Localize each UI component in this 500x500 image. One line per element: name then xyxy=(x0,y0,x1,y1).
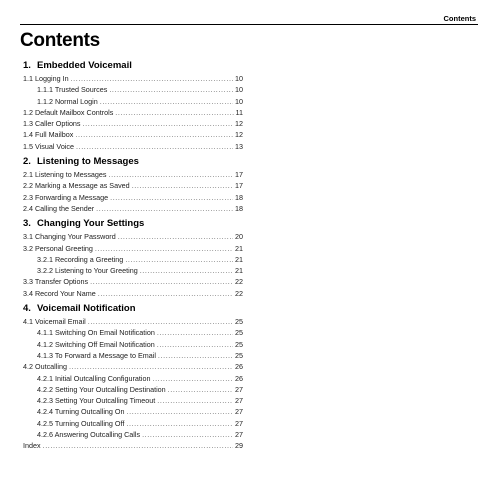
dot-leader xyxy=(152,373,233,384)
section-title: Voicemail Notification xyxy=(37,303,136,315)
toc-page-number: 21 xyxy=(235,254,243,264)
toc-page-number: 10 xyxy=(235,96,243,106)
toc-page-number: 12 xyxy=(235,119,243,129)
toc-page-number: 27 xyxy=(235,396,243,406)
toc-entry[interactable] xyxy=(23,418,243,429)
toc-page-number: 22 xyxy=(235,288,243,298)
toc-page-number: 21 xyxy=(235,266,243,276)
dot-leader xyxy=(115,107,233,118)
toc-page-number: 10 xyxy=(235,74,243,83)
toc-entry-label: 3.2 Personal Greeting xyxy=(23,243,93,253)
toc-entry-label: 1.4 Full Mailbox xyxy=(23,130,74,140)
section-number: 4. xyxy=(23,303,31,315)
toc-entry[interactable] xyxy=(23,265,243,276)
dot-leader xyxy=(109,84,233,95)
toc-page-number: 25 xyxy=(235,317,243,327)
toc-entry-label: 1.3 Caller Options xyxy=(23,119,81,129)
toc-entry-label: 4.1.3 To Forward a Message to Email xyxy=(37,350,156,360)
toc-entry-label: 3.4 Record Your Name xyxy=(23,288,96,298)
toc-page-number: 18 xyxy=(235,192,243,202)
toc-page-number: 25 xyxy=(235,339,243,349)
toc-entry[interactable] xyxy=(23,316,243,327)
toc-entry-label: 2.2 Marking a Message as Saved xyxy=(23,181,130,191)
dot-leader xyxy=(95,243,233,254)
section-heading xyxy=(23,155,243,169)
toc-entry-label: 4.1.1 Switching On Email Notification xyxy=(37,328,155,338)
toc-entry[interactable] xyxy=(23,141,243,152)
dot-leader xyxy=(157,327,233,338)
toc-entry-label: 2.4 Calling the Sender xyxy=(23,203,95,213)
section-heading xyxy=(23,302,243,316)
toc-page-number: 27 xyxy=(235,418,243,428)
toc-entry[interactable] xyxy=(23,118,243,129)
toc-page-number: 17 xyxy=(235,170,243,180)
toc-entry[interactable] xyxy=(23,429,243,440)
toc-page-number: 12 xyxy=(235,130,243,140)
table-of-contents xyxy=(23,59,243,452)
toc-entry[interactable] xyxy=(23,203,243,214)
section-number: 3. xyxy=(23,218,31,230)
toc-entry-label: 4.2.2 Setting Your Outcalling Destination xyxy=(37,384,166,394)
toc-page-number: 25 xyxy=(235,350,243,360)
dot-leader xyxy=(83,118,233,129)
toc-entry[interactable] xyxy=(23,384,243,395)
toc-entry-label: 4.2.3 Setting Your Outcalling Timeout xyxy=(37,396,156,406)
toc-page-number: 22 xyxy=(235,277,243,287)
toc-entry[interactable] xyxy=(23,339,243,350)
dot-leader xyxy=(90,276,233,287)
toc-page-number: 17 xyxy=(235,181,243,191)
dot-leader xyxy=(157,395,233,406)
toc-entry-label: Index xyxy=(23,441,41,451)
toc-entry[interactable] xyxy=(23,129,243,140)
dot-leader xyxy=(100,96,233,107)
dot-leader xyxy=(43,440,233,451)
toc-entry[interactable] xyxy=(23,96,243,107)
toc-entry[interactable] xyxy=(23,395,243,406)
toc-entry-label: 1.2 Default Mailbox Controls xyxy=(23,107,114,117)
dot-leader xyxy=(132,180,233,191)
toc-entry-label: 4.2.5 Turning Outcalling Off xyxy=(37,418,125,428)
toc-page-number: 13 xyxy=(235,141,243,151)
toc-entry-label: 2.3 Forwarding a Message xyxy=(23,192,109,202)
toc-entry-label: 4.1.2 Switching Off Email Notification xyxy=(37,339,155,349)
toc-entry-label: 1.1.1 Trusted Sources xyxy=(37,85,108,95)
dot-leader xyxy=(88,316,233,327)
toc-page-number: 27 xyxy=(235,430,243,440)
toc-entry-label: 3.2.1 Recording a Greeting xyxy=(37,254,124,264)
dot-leader xyxy=(158,350,233,361)
toc-entry-label: 1.1 Logging In xyxy=(23,74,69,83)
toc-page-number: 27 xyxy=(235,407,243,417)
toc-entry[interactable] xyxy=(23,169,243,180)
toc-entry-label: 4.2.1 Initial Outcalling Configuration xyxy=(37,373,151,383)
dot-leader xyxy=(125,254,233,265)
dot-leader xyxy=(118,231,233,242)
page-title: Contents xyxy=(20,30,100,51)
dot-leader xyxy=(126,418,233,429)
section-title: Embedded Voicemail xyxy=(37,60,132,71)
dot-leader xyxy=(110,192,233,203)
toc-page-number: 20 xyxy=(235,232,243,242)
toc-entry[interactable] xyxy=(23,350,243,361)
toc-page-number: 26 xyxy=(235,362,243,372)
toc-entry[interactable] xyxy=(23,406,243,417)
toc-entry-label: 3.3 Transfer Options xyxy=(23,277,89,287)
toc-entry[interactable] xyxy=(23,73,243,84)
dot-leader xyxy=(157,339,233,350)
dot-leader xyxy=(109,169,233,180)
toc-entry[interactable] xyxy=(23,84,243,95)
dot-leader xyxy=(127,406,234,417)
dot-leader xyxy=(168,384,233,395)
dot-leader xyxy=(75,129,233,140)
dot-leader xyxy=(96,203,233,214)
dot-leader xyxy=(71,73,233,84)
toc-entry[interactable] xyxy=(23,361,243,372)
toc-page-number: 21 xyxy=(235,243,243,253)
toc-entry-label: 4.2.4 Turning Outcalling On xyxy=(37,407,125,417)
section-title: Changing Your Settings xyxy=(37,218,145,230)
section-number: 1. xyxy=(23,60,31,71)
toc-entry[interactable] xyxy=(23,254,243,265)
toc-page-number: 26 xyxy=(235,373,243,383)
toc-entry-label: 2.1 Listening to Messages xyxy=(23,170,107,180)
toc-entry-label: 3.1 Changing Your Password xyxy=(23,232,116,242)
toc-entry-label: 1.5 Visual Voice xyxy=(23,141,75,151)
toc-entry-label: 4.1 Voicemail Email xyxy=(23,317,86,327)
toc-entry[interactable] xyxy=(23,373,243,384)
toc-page-number: 10 xyxy=(235,85,243,95)
dot-leader xyxy=(142,429,233,440)
dot-leader xyxy=(69,361,233,372)
toc-entry[interactable] xyxy=(23,243,243,254)
toc-entry-label: 3.2.2 Listening to Your Greeting xyxy=(37,266,138,276)
toc-entry[interactable] xyxy=(23,327,243,338)
header-rule xyxy=(20,24,478,25)
toc-page-number: 27 xyxy=(235,384,243,394)
toc-entry[interactable] xyxy=(23,180,243,191)
dot-leader xyxy=(76,141,233,152)
section-heading xyxy=(23,59,243,73)
toc-page-number: 25 xyxy=(235,328,243,338)
toc-entry-label: 4.2 Outcalling xyxy=(23,362,67,372)
toc-entry-label: 1.1.2 Normal Login xyxy=(37,96,98,106)
toc-entry[interactable] xyxy=(23,231,243,242)
section-number: 2. xyxy=(23,156,31,168)
toc-page-number: 29 xyxy=(235,441,243,451)
section-title: Listening to Messages xyxy=(37,156,139,168)
toc-entry[interactable] xyxy=(23,107,243,118)
toc-entry[interactable] xyxy=(23,192,243,203)
toc-entry[interactable] xyxy=(23,440,243,451)
dot-leader xyxy=(140,265,233,276)
dot-leader xyxy=(98,288,233,299)
toc-entry[interactable] xyxy=(23,276,243,287)
toc-page-number: 18 xyxy=(235,203,243,213)
toc-entry[interactable] xyxy=(23,288,243,299)
toc-entry-label: 4.2.6 Answering Outcalling Calls xyxy=(37,430,141,440)
section-heading xyxy=(23,217,243,231)
toc-page-number: 11 xyxy=(235,107,243,117)
running-header: Contents xyxy=(443,14,476,23)
